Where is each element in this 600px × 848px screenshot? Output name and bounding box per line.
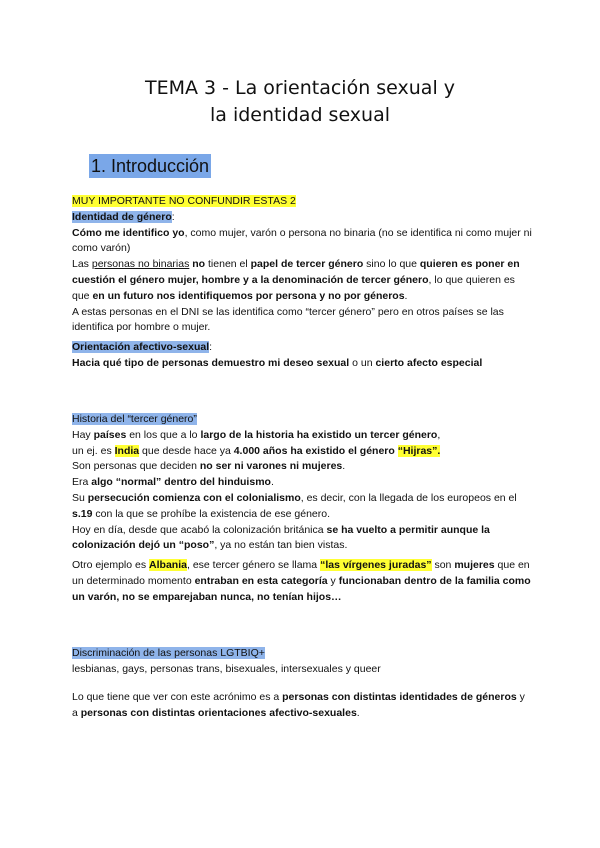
warning-text: MUY IMPORTANTE NO CONFUNDIR ESTAS 2 xyxy=(72,195,296,207)
orientacion-c: cierto afecto especial xyxy=(375,356,483,369)
intro-block xyxy=(72,194,532,336)
p2-underlined: personas no binarias xyxy=(91,258,190,271)
orientacion-block xyxy=(72,340,532,372)
historia-line-2: un ej. es India que desde hace ya 4.000 años ha existido el género “Hijras”. xyxy=(72,444,441,457)
orientacion-a: Hacia qué tipo de personas demuestro mi deseo sexual xyxy=(72,356,350,369)
acronimo-paragraph: Lo que tiene que ver con este acrónimo es a personas con distintas identidades de géneros y a personas con distintas orientaciones afectivo-sexuales. xyxy=(72,691,525,719)
historia-block xyxy=(72,412,532,554)
section-heading: 1. Introducción xyxy=(91,156,210,176)
historia-line-1: Hay países en los que a lo largo de la historia ha existido un tercer género, xyxy=(72,428,441,441)
p2-g: sino lo que xyxy=(363,258,420,271)
p2-f: papel de tercer género xyxy=(250,258,364,271)
dni-paragraph: A estas personas en el DNI se las identifica como “tercer género” pero en otros países se las identifica por hombre o mujer. xyxy=(72,305,504,334)
virgenes-highlight: “las vírgenes juradas” xyxy=(320,559,432,571)
p2-j: en un futuro nos identifiquemos por persona y no por géneros xyxy=(92,289,405,302)
identidad-label: Identidad de género xyxy=(72,210,172,223)
p2-e: tienen el xyxy=(205,258,251,271)
p2-i: , lo que quieren es que xyxy=(72,273,515,302)
albania-paragraph: Otro ejemplo es Albania, ese tercer género se llama “las vírgenes juradas” son mujeres que en un determinado momento entraban en esta categoría y funcionaban dentro de la familia como un varón, no se emparejaban nunca, no tenían hijos… xyxy=(72,559,531,603)
p2-d: no xyxy=(192,258,206,271)
acronimo-block xyxy=(72,690,532,722)
historia-line-5: Su persecución comienza con el colonialismo, es decir, con la llegada de los europeos en el s.19 con la que se prohíbe la existencia de ese género. xyxy=(72,491,517,520)
identidad-colon: : xyxy=(171,210,175,223)
p1-text: , como mujer, varón o persona no binaria (no se identifica ni como mujer ni como varón) xyxy=(72,226,532,255)
albania-highlight: Albania xyxy=(149,559,187,571)
historia-line-3: Son personas que deciden no ser ni varones ni mujeres. xyxy=(72,460,346,473)
orientacion-paragraph xyxy=(72,356,532,372)
p1-bold: Cómo me identifico yo xyxy=(72,226,185,239)
document-title-line-1: TEMA 3 - La orientación sexual y xyxy=(144,77,456,99)
identidad-paragraph xyxy=(72,226,532,258)
historia-label: Historia del “tercer género” xyxy=(72,413,197,425)
discriminacion-label: Discriminación de las personas LGTBIQ+ xyxy=(72,647,265,659)
orientacion-b: o un xyxy=(349,356,376,369)
historia-line-6: Hoy en día, desde que acabó la colonización británica se ha vuelto a permitir aunque la colonización dejó un “poso”, ya no están tan bien vistas. xyxy=(72,523,490,552)
p2-k: . xyxy=(404,289,408,302)
p2-a: Las xyxy=(72,258,92,271)
p2-h: quieren es poner en cuestión el género mujer, hombre y a la denominación de tercer género xyxy=(72,258,520,286)
albania-block xyxy=(72,558,532,605)
orientacion-colon: : xyxy=(209,341,213,353)
document-title-line-2: la identidad sexual xyxy=(209,104,391,126)
india-highlight: India xyxy=(114,444,140,457)
hijras-highlight: “Hijras”. xyxy=(397,444,441,457)
lgtbiq-list: lesbianas, gays, personas trans, bisexuales, intersexuales y queer xyxy=(72,662,381,675)
discriminacion-block xyxy=(72,646,532,678)
historia-line-4: Era algo “normal” dentro del hinduismo. xyxy=(72,476,274,489)
no-binarias-paragraph xyxy=(72,257,532,304)
orientacion-label: Orientación afectivo-sexual xyxy=(72,341,210,353)
